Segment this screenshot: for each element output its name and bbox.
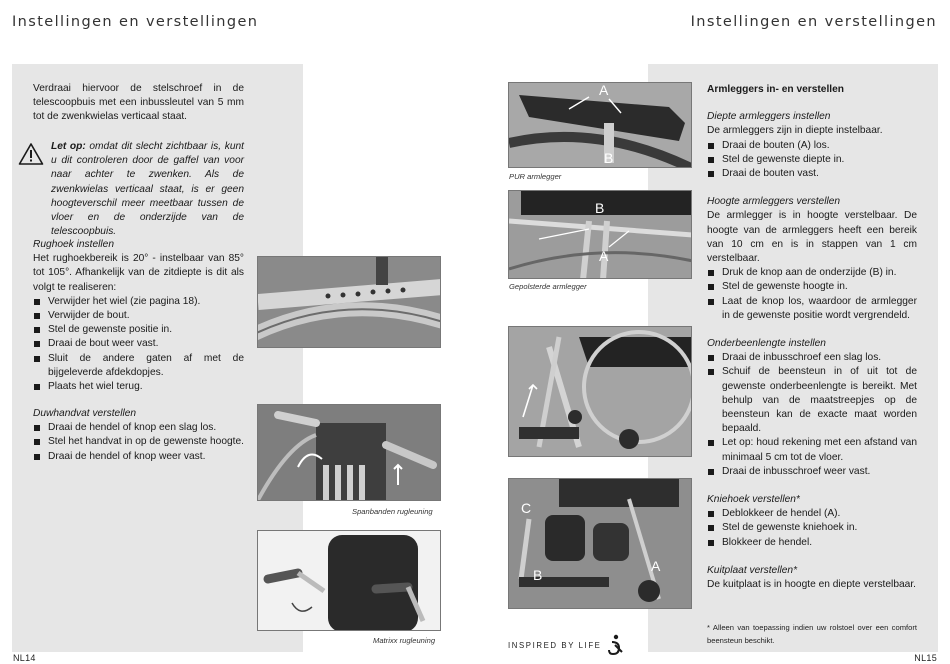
photo-label-b-3: B	[533, 567, 543, 583]
right-page-title: Instellingen en verstellingen	[690, 14, 937, 30]
list-item: Plaats het wiel terug.	[33, 380, 244, 394]
hoogte-list	[707, 266, 917, 323]
rughoek-photo	[257, 256, 441, 348]
gepolsterde-caption: Gepolsterde armlegger	[509, 282, 587, 291]
hoogte-title: Hoogte armleggers verstellen	[707, 196, 841, 208]
list-item: Druk de knop aan de onderzijde (B) in.	[707, 266, 917, 280]
brand-footer	[508, 634, 625, 656]
rughoek-body: Het rughoekbereik is 20° - instelbaar van 85° tot 105°. Afhankelijk van de zitdiepte is dit als volgt te realiseren:	[33, 253, 244, 293]
warning-lead: Let op:	[51, 141, 86, 152]
pur-armlegger-photo	[508, 82, 692, 168]
matrixx-caption: Matrixx rugleuning	[373, 636, 436, 645]
kniehoek-photo	[508, 478, 692, 609]
intro-paragraph: Verdraai hiervoor de stelschroef in de telescoopbuis met een inbussleutel van 5 mm tot de zwenkwielas verticaal staat.	[33, 83, 244, 123]
list-item: Schuif de beensteun in of uit tot de gewenste onderbeenlengte is bereikt. Met behulp van de maatstreepjes op de beensteun kan de exacte maat worden bepaald.	[707, 365, 917, 436]
kuitplaat-title: Kuitplaat verstellen*	[707, 564, 798, 576]
hoogte-body: De armlegger is in hoogte verstelbaar. De hoogte van de armleggers heeft een bereik van 10 cm en is in stappen van 1 cm verstelbaar.	[707, 210, 917, 265]
rughoek-section	[33, 238, 244, 394]
list-item: Stel de gewenste diepte in.	[707, 153, 917, 167]
list-item: Draai de inbusschroef weer vast.	[707, 465, 917, 479]
list-item: Sluit de andere gaten af met de bijgeleverde afdekdopjes.	[33, 352, 244, 380]
list-item: Stel de gewenste kniehoek in.	[707, 521, 917, 535]
left-page-title: Instellingen en verstellingen	[12, 14, 259, 30]
armleggers-title: Armleggers in- en verstellen	[707, 84, 845, 95]
duwhandvat-title: Duwhandvat verstellen	[33, 408, 137, 419]
diepte-body: De armleggers zijn in diepte instelbaar.	[707, 125, 883, 137]
spanbanden-photo	[257, 404, 441, 501]
photo-label-c: C	[521, 500, 532, 516]
list-item: Stel de gewenste positie in.	[33, 323, 244, 337]
photo-label-a: A	[599, 83, 609, 98]
list-item: Stel de gewenste hoogte in.	[707, 280, 917, 294]
matrixx-photo	[257, 530, 441, 631]
photo-label-a-2: A	[599, 248, 609, 264]
left-page-number: NL14	[13, 653, 36, 663]
brand-logo-icon	[607, 634, 625, 656]
kniehoek-title: Kniehoek verstellen*	[707, 494, 800, 506]
list-item: Verwijder het wiel (zie pagina 18).	[33, 295, 244, 309]
list-item: Draai de bouten vast.	[707, 167, 917, 181]
rughoek-list	[33, 295, 244, 394]
pur-caption: PUR armlegger	[509, 172, 562, 181]
list-item: Draai de hendel of knop een slag los.	[33, 421, 244, 435]
photo-label-b: B	[604, 150, 614, 166]
list-item: Let op: houd rekening met een afstand van minimaal 5 cm tot de vloer.	[707, 436, 917, 464]
warning-text: omdat dit slecht zichtbaar is, kunt u dit controleren door de gaffel van voor naar achter te zwenken. Als de zwenkwielas verticaal staat, is er geen hoogteverschil meer meetbaar tussen de vloer en de onderzijde van de telescoopbuis.	[51, 141, 244, 238]
onderbeen-photo	[508, 326, 692, 457]
list-item: Verwijder de bout.	[33, 309, 244, 323]
photo-label-b-2: B	[595, 200, 605, 216]
onderbeen-list	[707, 351, 917, 479]
diepte-title: Diepte armleggers instellen	[707, 111, 831, 123]
duwhandvat-list	[33, 421, 244, 464]
list-item: Deblokkeer de hendel (A).	[707, 507, 917, 521]
rughoek-title: Rughoek instellen	[33, 239, 114, 250]
warning-triangle-icon	[18, 142, 44, 166]
kuitplaat-body: De kuitplaat is in hoogte en diepte verstelbaar.	[707, 579, 916, 591]
photo-label-a-3: A	[651, 558, 661, 574]
spanbanden-caption: Spanbanden rugleuning	[352, 507, 433, 516]
right-page-number: NL15	[914, 653, 937, 663]
brand-tagline: INSPIRED BY LIFE	[508, 640, 602, 650]
list-item: Laat de knop los, waardoor de armlegger in de gewenste positie wordt vergrendeld.	[707, 295, 917, 323]
list-item: Draai de inbusschroef een slag los.	[707, 351, 917, 365]
list-item: Draai de hendel of knop weer vast.	[33, 450, 244, 464]
right-text-column	[707, 83, 917, 592]
duwhandvat-section	[33, 407, 244, 464]
onderbeen-title: Onderbeenlengte instellen	[707, 338, 826, 350]
diepte-list	[707, 139, 917, 182]
footnote: * Alleen van toepassing indien uw rolstoel over een comfort beensteun beschikt.	[707, 623, 917, 645]
list-item: Stel het handvat in op de gewenste hoogte.	[33, 435, 244, 449]
gepolsterde-armlegger-photo	[508, 190, 692, 279]
list-item: Draai de bout weer vast.	[33, 337, 244, 351]
kniehoek-list	[707, 507, 917, 550]
list-item: Blokkeer de hendel.	[707, 536, 917, 550]
list-item: Draai de bouten (A) los.	[707, 139, 917, 153]
